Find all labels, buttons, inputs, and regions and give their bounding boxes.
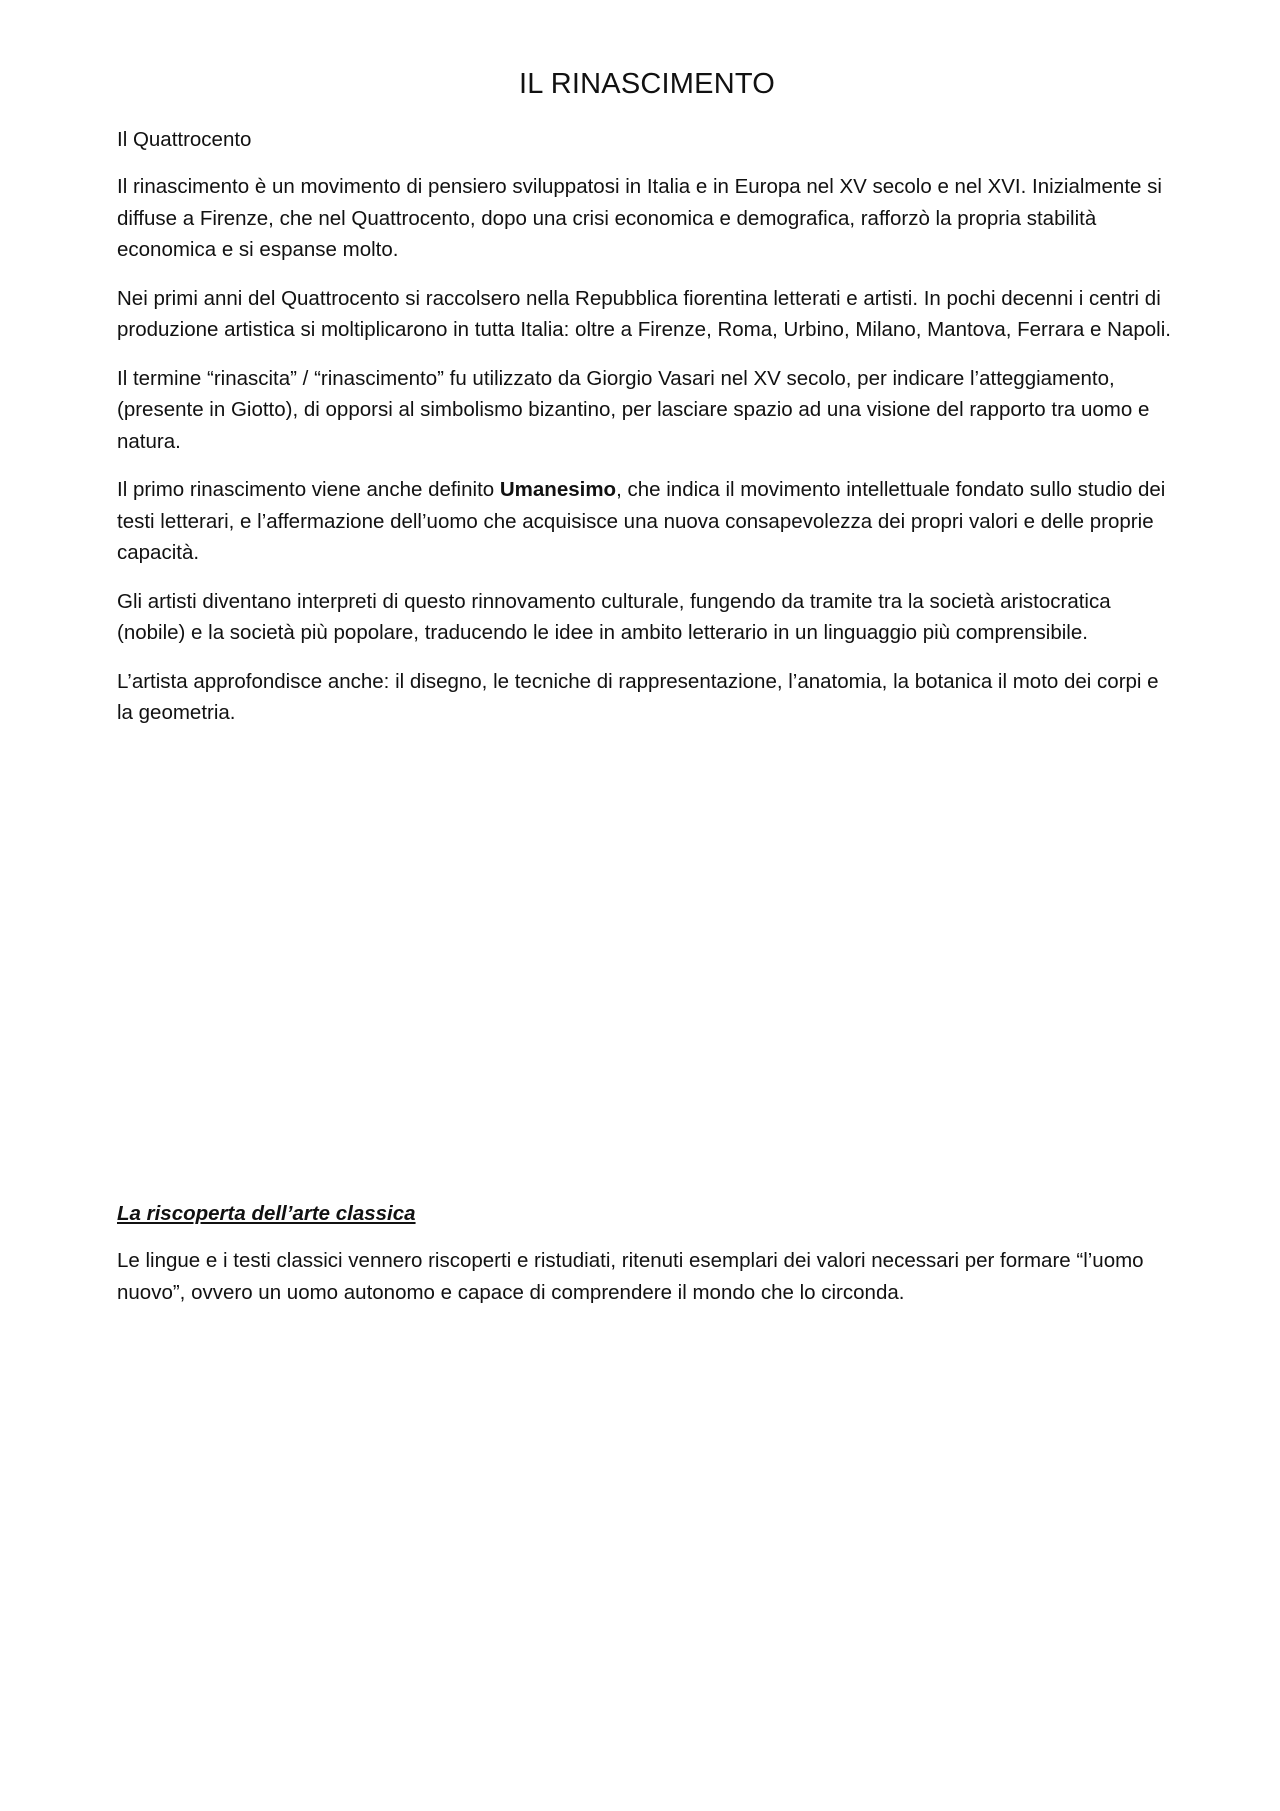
paragraph-vasari: Il termine “rinascita” / “rinascimento” fu utilizzato da Giorgio Vasari nel XV secolo, per indicare l’atteggiamento, (presente in Giotto), di opporsi al simbolismo bizantino, per lasciare spazio ad una visione del rapporto tra uomo e natura.	[117, 366, 1150, 453]
umanesimo-term: Umanesimo	[499, 478, 617, 501]
umanesimo-text-before: Il primo rinascimento viene anche definito	[117, 478, 500, 501]
section-classical-art	[117, 1198, 1177, 1325]
paragraph-intro: Il rinascimento è un movimento di pensiero sviluppatosi in Italia e in Europa nel XV secolo e nel XVI. Inizialmente si diffuse a Firenze, che nel Quattrocento, dopo una crisi economica e demografica, rafforzò la propria stabilità economica e si espanse molto.	[117, 175, 1162, 261]
section-subheading: Il Quattrocento	[117, 128, 252, 151]
paragraph-umanesimo	[117, 474, 1177, 569]
page-title: IL RINASCIMENTO	[519, 68, 775, 100]
document-body	[117, 66, 1177, 746]
paragraph-florence: Nei primi anni del Quattrocento si raccolsero nella Repubblica fiorentina letterati e artisti. In pochi decenni i centri di produzione artistica si moltiplicarono in tutta Italia: oltre a Firenze, Roma, Urbino, Milano, Mantova, Ferrara e Napoli.	[117, 286, 1171, 341]
section-heading: La riscoperta dell’arte classica	[117, 1202, 416, 1225]
paragraph-artists: Gli artisti diventano interpreti di questo rinnovamento culturale, fungendo da tramite tra la società aristocratica (nobile) e la società più popolare, traducendo le idee in ambito letterario in un linguaggio più comprensibile.	[117, 589, 1111, 644]
paragraph-studies: L’artista approfondisce anche: il disegno, le tecniche di rappresentazione, l’anatomia, la botanica il moto dei corpi e la geometria.	[117, 669, 1159, 724]
umanesimo-text-after: , che indica il movimento intellettuale fondato sullo studio dei testi letterari, e l’affermazione dell’uomo che acquisisce una nuova consapevolezza dei propri valori e delle proprie capacità.	[117, 478, 1166, 564]
paragraph-classical-texts: Le lingue e i testi classici vennero riscoperti e ristudiati, ritenuti esemplari dei valori necessari per formare “l’uomo nuovo”, ovvero un uomo autonomo e capace di comprendere il mondo che lo circonda.	[117, 1249, 1144, 1304]
